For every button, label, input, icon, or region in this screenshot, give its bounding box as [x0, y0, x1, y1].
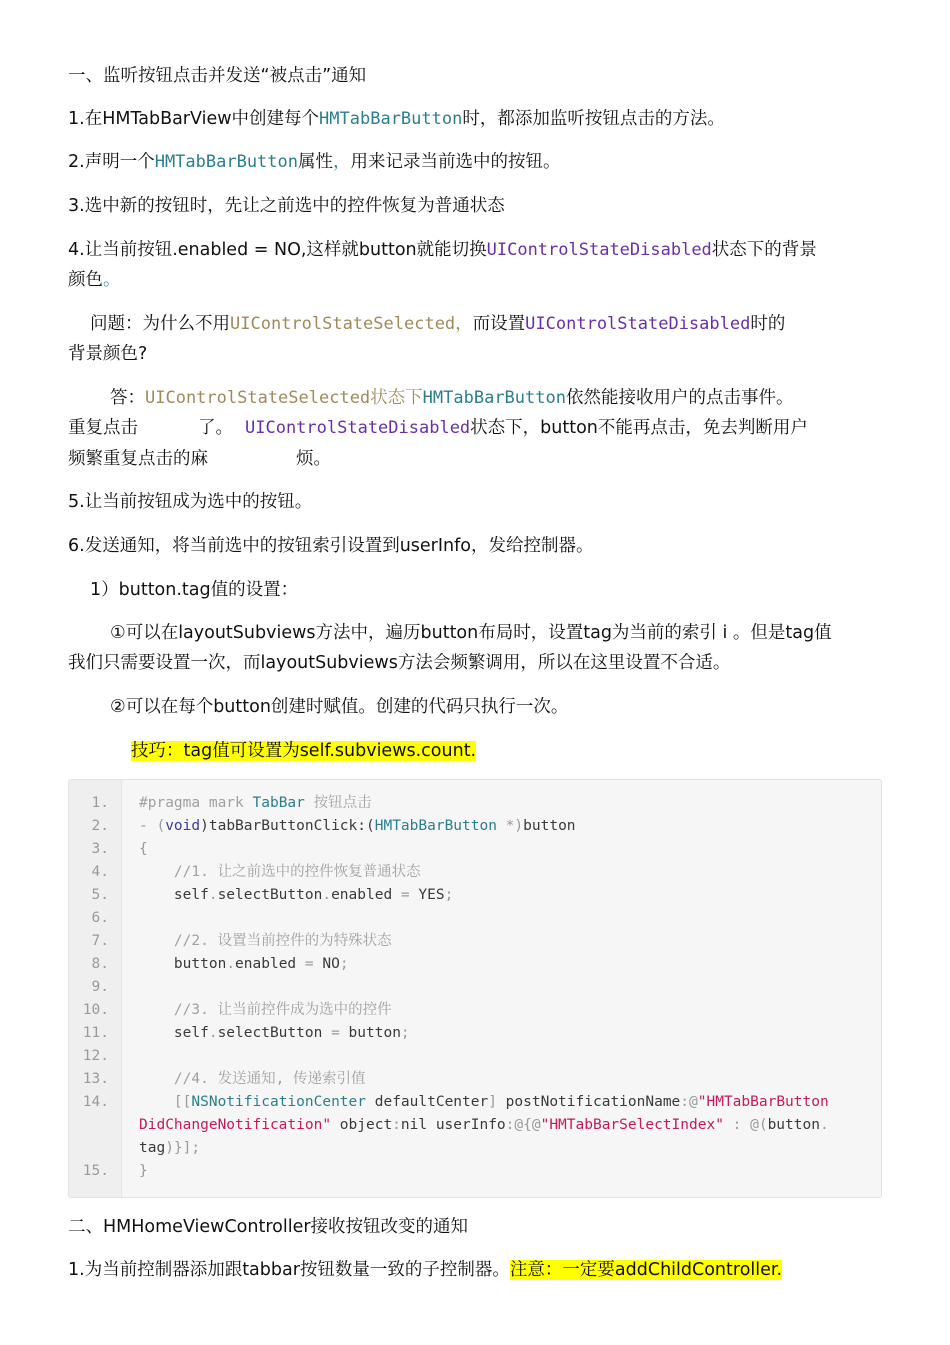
code-line: 13. //4. 发送通知, 传递索引值	[82, 1071, 366, 1087]
code-line: 3. {	[91, 841, 148, 857]
code-line: 2. - (void)tabBarButtonClick:(HMTabBarButton *)button	[91, 818, 576, 834]
tip	[131, 736, 878, 766]
code-line: tag)}];	[139, 1140, 201, 1156]
code-line: 9.	[91, 979, 109, 995]
code-line: DidChangeNotification" object:nil userInfo:@{@"HMTabBarSelectIndex" : @(button.	[139, 1117, 829, 1133]
step-4: 4.让当前按钮.enabled = NO,这样就button就能切换UIControlStateDisabled状态下的背景	[68, 240, 817, 260]
code-disabled-state: UIControlStateDisabled	[525, 314, 751, 334]
code-line: 12.	[82, 1048, 109, 1064]
code-line: 10. //3. 让当前控件成为选中的控件	[82, 1002, 392, 1018]
section1-heading: 一、监听按钮点击并发送“被点击”通知	[68, 66, 367, 86]
warning-highlight: 注意：一定要addChildController.	[509, 1260, 783, 1280]
code-hmtabbarbutton: HMTabBarButton	[422, 388, 566, 408]
step-4-cont: 颜色。	[68, 270, 121, 290]
code-hmtabbarbutton: HMTabBarButton	[154, 152, 298, 172]
code-line: 5. self.selectButton.enabled = YES;	[91, 887, 454, 903]
code-hmtabbarbutton: HMTabBarButton	[319, 109, 463, 129]
option-1: ①可以在layoutSubviews方法中，遍历button布局时，设置tag为当前的索引 i 。但是tag值	[110, 623, 832, 643]
code-line: 15. }	[82, 1163, 148, 1179]
option-1-cont: 我们只需要设置一次，而layoutSubviews方法会频繁调用，所以在这里设置不合适。	[68, 653, 731, 673]
code-selected-state: UIControlStateSelected	[230, 314, 456, 334]
tip-highlight: 技巧：tag值可设置为self.subviews.count.	[131, 741, 477, 761]
code-line: 1. #pragma mark TabBar 按钮点击	[91, 795, 372, 811]
code-line: 14. [[NSNotificationCenter defaultCenter] postNotificationName:@"HMTabBarButton	[82, 1094, 829, 1110]
code-line: 7. //2. 设置当前控件的为特殊状态	[91, 933, 392, 949]
section2-heading: 二、HMHomeViewController接收按钮改变的通知	[68, 1217, 469, 1237]
step-1: 1.在HMTabBarView中创建每个HMTabBarButton时，都添加监听按钮点击的方法。	[68, 109, 725, 129]
section2-step-1: 1.为当前控制器添加跟tabbar按钮数量一致的子控制器。注意：一定要addChildController.	[68, 1260, 783, 1280]
code-line: 8. button.enabled = NO;	[91, 956, 349, 972]
answer-cont: 重复点击 了。 UIControlStateDisabled状态下，button不能再点击，免去判断用户	[68, 418, 808, 438]
answer-cont-2: 频繁重复点击的麻 烦。	[68, 449, 331, 469]
step-6: 6.发送通知，将当前选中的按钮索引设置到userInfo，发给控制器。	[68, 536, 594, 556]
code-line: 11. self.selectButton = button;	[82, 1025, 410, 1041]
answer: 答：UIControlStateSelected状态下HMTabBarButton依然能接收用户的点击事件。	[110, 388, 794, 408]
question: 问题：为什么不用UIControlStateSelected，而设置UIControlStateDisabled时的	[90, 314, 786, 334]
code-selected-state: UIControlStateSelected	[145, 388, 371, 408]
option-2: ②可以在每个button创建时赋值。创建的代码只执行一次。	[110, 697, 569, 717]
step-3: 3.选中新的按钮时，先让之前选中的控件恢复为普通状态	[68, 196, 505, 216]
code-disabled-state: UIControlStateDisabled	[245, 418, 471, 438]
step-5: 5.让当前按钮成为选中的按钮。	[68, 492, 313, 512]
code-line: 6.	[91, 910, 109, 926]
code-line: 4. //1. 让之前选中的控件恢复普通状态	[91, 864, 421, 880]
question-cont: 背景颜色?	[68, 344, 148, 364]
step-2: 2.声明一个HMTabBarButton属性，用来记录当前选中的按钮。	[68, 152, 561, 172]
code-disabled-state: UIControlStateDisabled	[486, 240, 712, 260]
subheading-tag: 1）button.tag值的设置：	[90, 580, 299, 600]
code-block	[68, 779, 882, 1198]
